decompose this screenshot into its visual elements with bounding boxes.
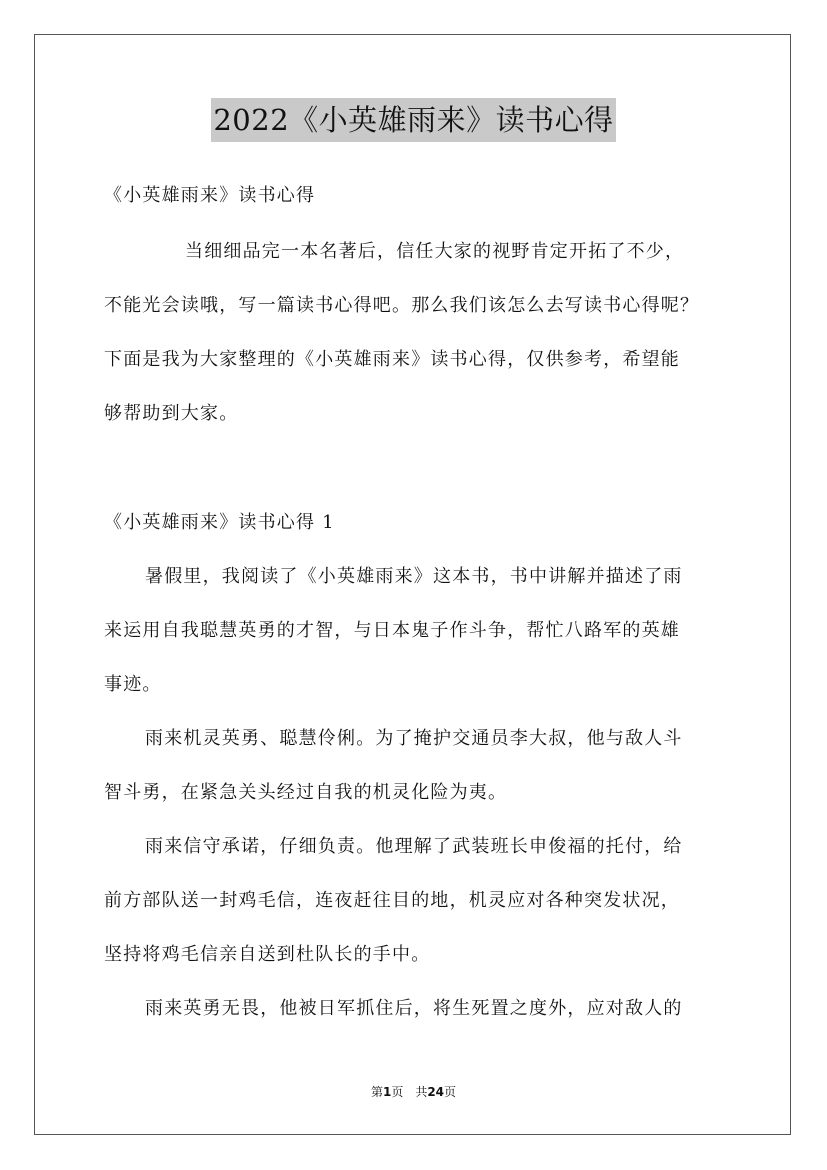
- intro-line-3: 下面是我为大家整理的《小英雄雨来》读书心得，仅供参考，希望能: [104, 349, 680, 370]
- document-title: 2022《小英雄雨来》读书心得: [211, 98, 615, 142]
- subtitle: 《小英雄雨来》读书心得: [104, 185, 316, 206]
- section1-line-6: 雨来信守承诺，仔细负责。他理解了武装班长申俊福的托付，给: [145, 836, 683, 857]
- footer-page-total: 24: [427, 1085, 445, 1099]
- title-wrap: [0, 98, 827, 142]
- section1-line-1: 暑假里，我阅读了《小英雄雨来》这本书，书中讲解并描述了雨: [145, 566, 683, 587]
- section1-line-5: 智斗勇，在紧急关头经过自我的机灵化险为夷。: [104, 782, 508, 803]
- footer-page-current: 1: [382, 1085, 392, 1099]
- section1-line-7: 前方部队送一封鸡毛信，连夜赶往目的地，机灵应对各种突发状况，: [104, 890, 680, 911]
- footer-mid: 页 共: [391, 1085, 428, 1099]
- section1-line-4: 雨来机灵英勇、聪慧伶俐。为了掩护交通员李大叔，他与敌人斗: [145, 728, 683, 749]
- intro-line-4: 够帮助到大家。: [104, 403, 239, 424]
- section1-heading: 《小英雄雨来》读书心得 1: [104, 512, 335, 533]
- footer-suffix: 页: [444, 1085, 457, 1099]
- footer-prefix: 第: [370, 1085, 383, 1099]
- intro-line-1: 当细细品完一本名著后，信任大家的视野肯定开拓了不少，: [185, 241, 685, 262]
- section1-line-2: 来运用自我聪慧英勇的才智，与日本鬼子作斗争，帮忙八路军的英雄: [104, 620, 680, 641]
- intro-line-2: 不能光会读哦，写一篇读书心得吧。那么我们该怎么去写读书心得呢？: [104, 295, 700, 316]
- section1-line-9: 雨来英勇无畏，他被日军抓住后，将生死置之度外，应对敌人的: [145, 998, 683, 1019]
- page-footer: [0, 1083, 827, 1100]
- section1-line-3: 事迹。: [104, 674, 162, 695]
- section1-line-8: 坚持将鸡毛信亲自送到杜队长的手中。: [104, 944, 431, 965]
